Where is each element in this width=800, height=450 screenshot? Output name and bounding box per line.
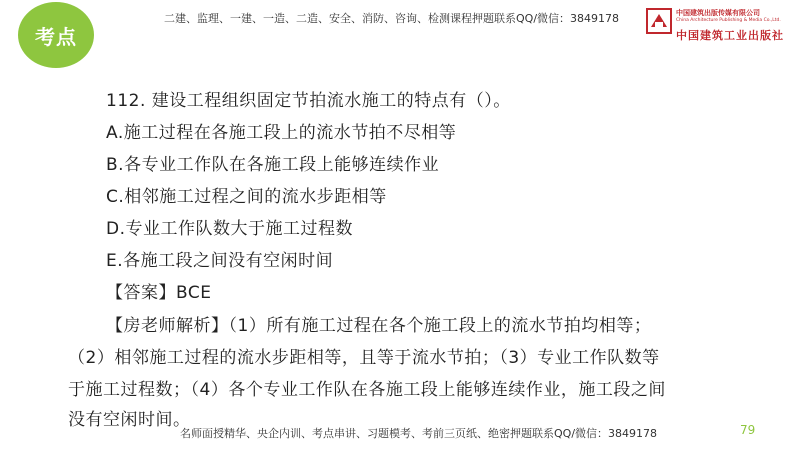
header-contact-text: 二建、监理、一建、一造、二造、安全、消防、咨询、检测课程押题联系QQ/微信：3849178 (164, 12, 620, 25)
topic-badge-label: 考点 (35, 24, 77, 49)
topic-badge (18, 2, 94, 68)
analysis-line-2: （2）相邻施工过程的流水步距相等，且等于流水节拍；（3）专业工作队数等 (68, 348, 660, 368)
option-b: B.各专业工作队在各施工段上能够连续作业 (106, 155, 440, 175)
question-stem: 112. 建设工程组织固定节拍流水施工的特点有（）。 (106, 91, 511, 111)
analysis-line-1: 【房老师解析】（1）所有施工过程在各个施工段上的流水节拍均相等； (106, 316, 652, 336)
page-number: 79 (740, 423, 756, 437)
option-d: D.专业工作队数大于施工过程数 (106, 219, 353, 239)
analysis-line-3: 于施工过程数；（4）各个专业工作队在各施工段上能够连续作业，施工段之间 (68, 380, 666, 400)
option-a: A.施工过程在各施工段上的流水节拍不尽相等 (106, 123, 457, 143)
publisher-emblem-icon (646, 8, 672, 34)
option-c: C.相邻施工过程之间的流水步距相等 (106, 187, 387, 207)
answer-line: 【答案】BCE (106, 283, 212, 303)
publisher-logo (646, 6, 786, 42)
publisher-name-calligraphy: 中国建筑工业出版社 (676, 29, 784, 42)
option-e: E.各施工段之间没有空闲时间 (106, 251, 334, 271)
publisher-name-en: China Architecture Publishing & Media Co.,Ltd. (676, 18, 781, 23)
analysis-line-4: 没有空闲时间。 (68, 410, 191, 430)
publisher-name-cn: 中国建筑出版传媒有限公司 (676, 9, 760, 17)
footer-contact-text: 名师面授精华、央企内训、考点串讲、习题模考、考前三页纸、绝密押题联系QQ/微信：3849178 (180, 427, 658, 440)
